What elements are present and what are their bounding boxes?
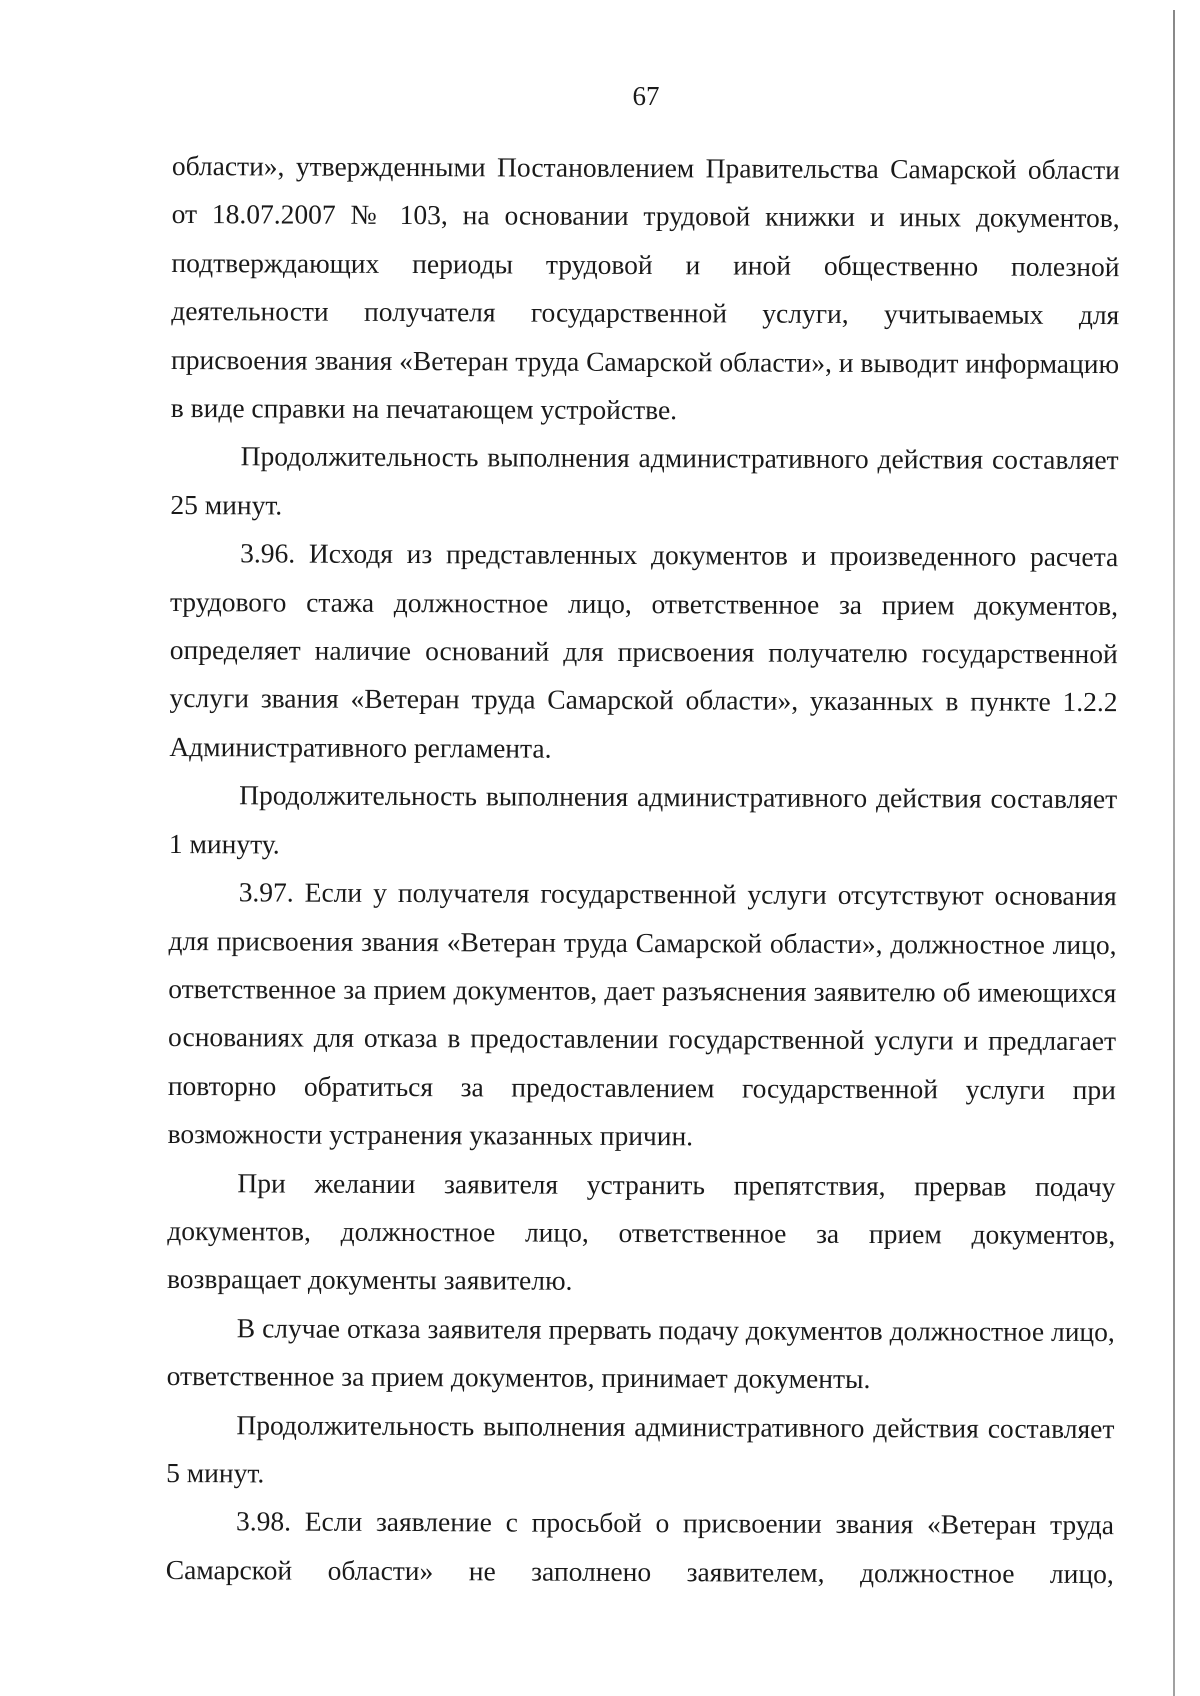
document-body [166, 142, 1120, 1598]
paragraph-3-96: 3.96. Исходя из представленных документов и произведенного расчета трудового стажа должностное лицо, ответственное за прием документов, определяет наличие оснований для присвоения получателю государственной услуги звания «Ветеран труда Самарской области», указанных в пункте 1.2.2 Административного регламента. [169, 537, 1119, 764]
paragraph-return-documents: При желании заявителя устранить препятствия, прервав подачу документов, должностное лицо, ответственное за прием документов, возвращает документы заявителю. [166, 1166, 1116, 1297]
page-number: 67 [632, 81, 660, 111]
paragraph-accept-documents: В случае отказа заявителя прервать подачу документов должностное лицо, ответственное за прием документов, принимает документы. [166, 1312, 1115, 1395]
scan-edge-line [1173, 10, 1175, 1696]
paragraph-duration-5: Продолжительность выполнения административного действия составляет 5 минут. [166, 1408, 1115, 1489]
paragraph-continuation: области», утвержденными Постановлением Правительства Самарской области от 18.07.2007 № 103, на основании трудовой книжки и иных документов, подтверждающих периоды трудовой и иной общественно полезной деятельности получателя государственной услуги, учитываемых для присвоения звания «Ветеран труда Самарской области», и выводит информацию в виде справки на печатающем устройстве. [170, 149, 1120, 426]
paragraph-3-97: 3.97. Если у получателя государственной услуги отсутствуют основания для присвоения звания «Ветеран труда Самарской области», должностное лицо, ответственное за прием документов, дает разъяснения заявителю об имеющихся основаниях для отказа в предоставлении государственной услуги и предлагает повторно обратиться за предоставлением государственной услуги при возможности устранения указанных причин. [167, 876, 1117, 1152]
paragraph-duration-1: Продолжительность выполнения административного действия составляет 1 минуту. [168, 779, 1118, 860]
paragraph-duration-25: Продолжительность выполнения административного действия составляет 25 минут. [170, 440, 1119, 521]
paragraph-3-98: 3.98. Если заявление с просьбой о присвоении звания «Ветеран труда Самарской области» не заполнено заявителем, должностное лицо, [165, 1505, 1115, 1589]
